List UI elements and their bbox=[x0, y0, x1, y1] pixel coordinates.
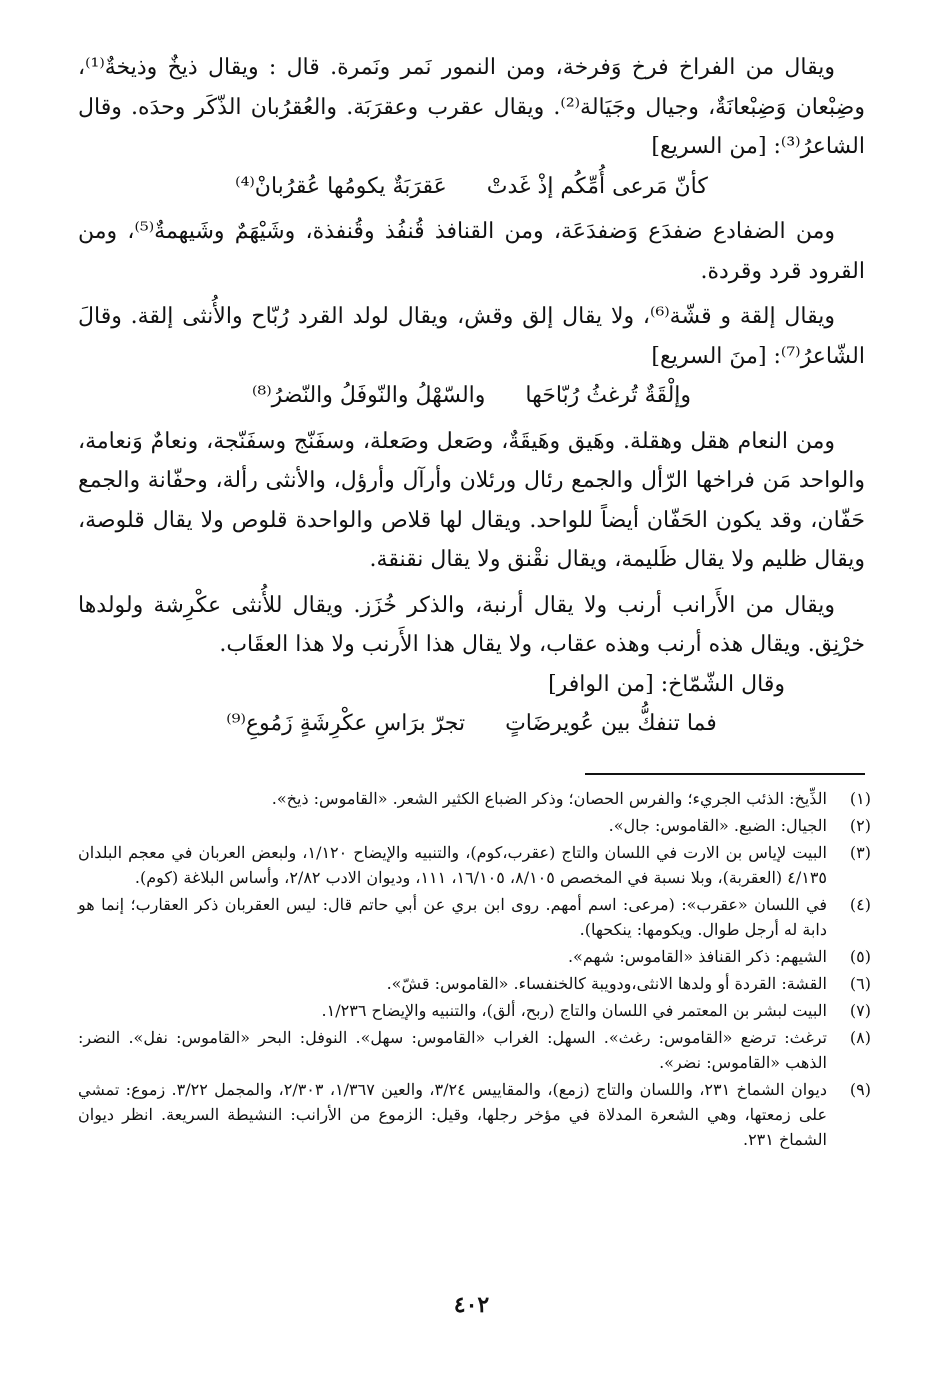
footnote-4 bbox=[78, 892, 871, 942]
footnote-1 bbox=[78, 786, 871, 811]
main-text bbox=[78, 48, 865, 744]
footnote-text: الجيال: الضبع. «القاموس: جال». bbox=[608, 816, 827, 835]
footnote-number: (٩) bbox=[849, 1080, 871, 1099]
footnote-9 bbox=[78, 1077, 871, 1152]
footnote-number: (٥) bbox=[849, 947, 871, 966]
footnote-text: ترغث: ترضع «القاموس: رغث». السهل: الغراب «القاموس: سهل». النوفل: البحر «القاموس: نفل». النضر: الذهب «القاموس: نضر». bbox=[78, 1028, 827, 1072]
verse-hemistich-second: عَقرَبَةٌ يكومُها عُقرُبانْ⁽⁴⁾ bbox=[235, 173, 447, 199]
footnote-number: (٢) bbox=[849, 816, 871, 835]
verse-line-2 bbox=[78, 376, 865, 416]
verse-hemistich-first: كأنّ مَرعى أُمِّكُم إذْ غَدتْ bbox=[486, 173, 708, 199]
footnote-text: البيت لبشر بن المعتمر في اللسان والتاج (ربح، ألق)، والتنبيه والإيضاح ١/٢٣٦. bbox=[321, 1001, 827, 1020]
footnote-number: (٧) bbox=[849, 1001, 871, 1020]
footnotes bbox=[78, 786, 871, 1154]
footnote-text: في اللسان «عقرب»: (مرعى: اسم أمهم. روى ابن بري عن أبي حاتم قال: ليس العقربان ذكر العقارب؛ إنما هو دابة له أرجل طوال. ويكومها: ينكحها). bbox=[78, 895, 827, 939]
footnote-separator bbox=[585, 773, 865, 775]
footnote-text: ديوان الشماخ ٢٣١، واللسان والتاج (زمع)، والمقاييس ٣/٢٤، والعين ١/٣٦٧، ٢/٣٠٣، والمجمل ٣/٢٢. زموع: تمشي على زمعتها، وهي الشعرة المدلاة في مؤخر رجلها، وقيل: الزموع من الأرانب: النشيطة السريعة. انظر ديوان الشماخ ٢٣١. bbox=[78, 1080, 828, 1149]
footnote-number: (٤) bbox=[849, 895, 871, 914]
verse-hemistich-second: تجرّ برَاسِ عكْرِشَةٍ زَمُوعِ⁽⁹⁾ bbox=[226, 711, 466, 736]
footnote-8 bbox=[78, 1025, 871, 1075]
footnote-6 bbox=[78, 971, 871, 996]
paragraph-5: ويقال من الأَرانب أرنب ولا يقال أرنبة، والذكر خُزَز. ويقال للأُنثى عكْرِشة ولولدها خرْنِق. ويقال هذه أرنب وهذه عقاب، ولا يقال هذا الأَرنب ولا هذا العقَاب. bbox=[78, 592, 865, 657]
paragraph-2: ومن الضفادع ضفدَع وَضفدَعَة، ومن القنافذ قُنفُذ وقُنفذة، وشَيْهَمٌ وشَيهمةٌ⁽⁵⁾، ومن القرود قرد وقردة. bbox=[78, 219, 865, 284]
paragraph-3: ويقال إلقة و قشّة⁽⁶⁾، ولا يقال إلق وقش، ويقال لولد القرد رُبّاح والأُنثى إلقة. وقالَ الشّاعرُ⁽⁷⁾: [منَ السريع] bbox=[78, 304, 865, 369]
footnote-5 bbox=[78, 944, 871, 969]
footnote-text: القشة: القردة أو ولدها الانثى،ودويبة كالخنفساء. «القاموس: قشّ». bbox=[386, 974, 827, 993]
footnote-number: (٨) bbox=[849, 1028, 871, 1047]
footnote-text: البيت لإياس بن الارت في اللسان والتاج (عقرب،كوم)، والتنبيه والإيضاح ١/١٢٠، ولبعض العربان في معجم البلدان ٤/١٣٥ (العقربة)، وبلا نسبة في المخصص ٨/١٠٥، ١٦/١٠٥، ١١١، وديوان الادب ٢/٨٢، وأساس البلاغة (كوم). bbox=[78, 843, 828, 887]
verse-hemistich-first: وإلْقَةٌ تُرغثُ رُبّاحَها bbox=[525, 383, 692, 408]
footnote-2 bbox=[78, 813, 871, 838]
verse-hemistich-first: فما تنفكُّ بين عُويرضَاتٍ bbox=[505, 711, 717, 736]
footnote-7 bbox=[78, 998, 871, 1023]
paragraph-6: وقال الشّمّاخ: [من الوافر] bbox=[548, 671, 785, 697]
footnote-number: (٣) bbox=[849, 843, 871, 862]
verse-line-3 bbox=[78, 704, 865, 744]
footnote-3 bbox=[78, 840, 871, 890]
verse-line-1 bbox=[78, 167, 865, 207]
paragraph-4: ومن النعام هقل وهقلة. وهَيق وهَيقَةٌ، وصَعل وصَعلة، وسفَنّج وسفَنّجة، ونعامٌ وَنعامة، والواحد مَن فراخها الرّأل والجمع رئال ورئلان وأرآل وأرؤل، والأنثى رألة، وحفّانة والجمع حَفّان، وقد يكون الحَفّان أيضاً للواحد. ويقال لها قلاص والواحدة قلوص ولا يقال قلوصة، ويقال ظليم ولا يقال ظَليمة، ويقال نقْنق ولا يقال نقنقة. bbox=[78, 428, 865, 572]
footnote-number: (٦) bbox=[849, 974, 871, 993]
footnote-text: الشيهم: ذكر القنافذ «القاموس: شهم». bbox=[567, 947, 827, 966]
paragraph-1: ويقال من الفراخ فرخ وَفرخة، ومن النمور نَمر ونَمرة. قال : ويقال ذيخٌ وذيخةٌ⁽¹⁾، وضِبْعان وَضِبْعانَةٌ، وجيال وجَيَالة⁽²⁾. ويقال عقرب وعقرَبَة. والعُقرُبان الذّكَر وحدَه. وقال الشاعرُ⁽³⁾: [من السريع] bbox=[78, 55, 865, 159]
page-number: ٤٠٢ bbox=[453, 1292, 490, 1318]
footnote-text: الذِّيخ: الذئب الجريء؛ والفرس الحصان؛ وذكر الضباع الكثير الشعر. «القاموس: ذيخ». bbox=[271, 789, 827, 808]
verse-hemistich-second: والسّهْلُ والنّوفَلُ والنّضرُ⁽⁸⁾ bbox=[251, 383, 486, 408]
footnote-number: (١) bbox=[849, 789, 871, 808]
